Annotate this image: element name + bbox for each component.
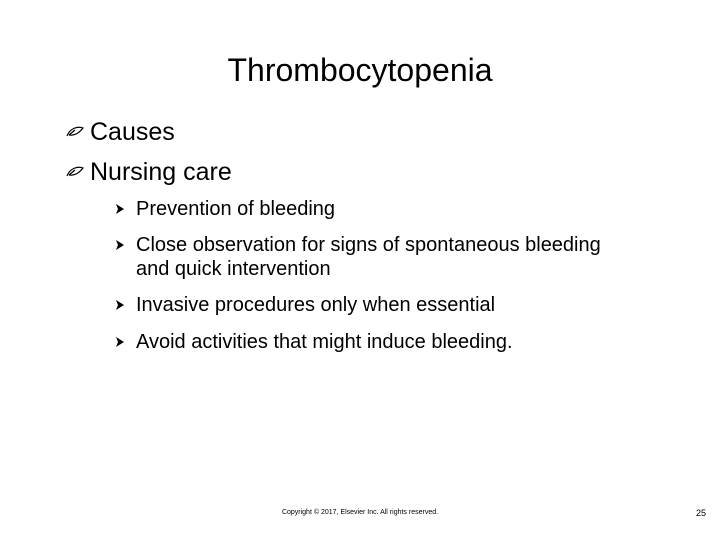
sub-bullet-label: Invasive procedures only when essential: [136, 294, 496, 316]
sub-bullet-label: Avoid activities that might induce bleeding.: [136, 331, 513, 353]
bullet-item-causes: [66, 117, 175, 147]
slide-title: Thrombocytopenia: [227, 52, 493, 88]
slide-footer: [0, 507, 720, 519]
bullet-item-nursing-care: [66, 157, 232, 187]
sub-bullet-label: Prevention of bleeding: [136, 198, 336, 220]
copyright-notice: Copyright © 2017, Elsevier Inc. All rights reserved.: [281, 509, 439, 516]
bullet-label: Nursing care: [90, 158, 232, 186]
arrow-bullet-icon: [114, 329, 134, 355]
sub-bullet-item: [114, 232, 614, 281]
arrow-bullet-icon: [114, 232, 134, 258]
sub-bullet-item: [114, 329, 614, 355]
sub-bullet-label: Close observation for signs of spontaneous bleeding and quick intervention: [136, 234, 601, 280]
leaf-bullet-icon: [66, 157, 88, 187]
page-number: 25: [695, 508, 706, 518]
sub-bullet-item: [114, 292, 614, 318]
sub-bullet-item: [114, 196, 614, 222]
leaf-bullet-icon: [66, 117, 88, 147]
bullet-label: Causes: [90, 118, 175, 146]
arrow-bullet-icon: [114, 196, 134, 222]
arrow-bullet-icon: [114, 292, 134, 318]
